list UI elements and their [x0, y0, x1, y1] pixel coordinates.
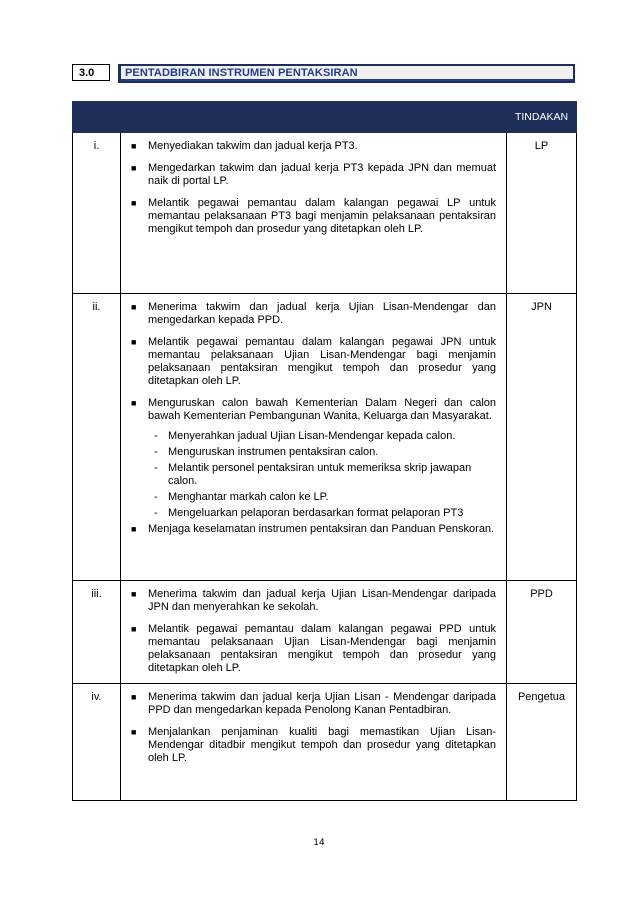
row-content — [121, 684, 507, 801]
list-item: ■ Menerima takwim dan jadual kerja Ujian Lisan - Mendengar daripada PPD dan mengedarkan kepada Penolong Kanan Pentadbiran. — [131, 691, 496, 716]
administration-table — [72, 101, 577, 801]
table-row — [73, 294, 577, 581]
bullet-icon: ■ — [131, 589, 137, 599]
list-item: ■ Mengedarkan takwim dan jadual kerja PT3 kepada JPN dan memuat naik di portal LP. — [131, 162, 496, 187]
row-content — [121, 133, 507, 294]
bullet-icon: ■ — [131, 198, 137, 208]
list-item: ■ Menerima takwim dan jadual kerja Ujian Lisan-Mendengar dan mengedarkan kepada PPD. — [131, 301, 496, 326]
row-number: iv. — [73, 684, 121, 801]
bullet-icon: ■ — [131, 692, 137, 702]
bullet-icon: ■ — [131, 524, 137, 534]
list-item: ■ Menjaga keselamatan instrumen pentaksiran dan Panduan Penskoran. — [131, 523, 495, 535]
bullet-icon: ■ — [131, 337, 137, 347]
sub-list-item: - Melantik personel pentaksiran untuk memeriksa skrip jawapan calon. — [154, 462, 472, 487]
table-header-row — [73, 102, 577, 133]
bullet-icon: ■ — [131, 141, 137, 151]
row-number: ii. — [73, 294, 121, 581]
table-row — [73, 133, 577, 294]
header-cell-blank — [121, 102, 507, 133]
table-row — [73, 581, 577, 684]
row-action: PPD — [507, 581, 577, 684]
row-content — [121, 581, 507, 684]
list-item: ■ Menjalankan penjaminan kualiti bagi memastikan Ujian Lisan-Mendengar ditadbir mengikut tempoh dan prosedur yang ditetapkan oleh LP. — [131, 726, 496, 764]
sub-list-item: - Menghantar markah calon ke LP. — [154, 491, 329, 503]
list-item: ■ Menyediakan takwim dan jadual kerja PT3. — [131, 140, 358, 152]
list-item: ■ Melantik pegawai pemantau dalam kalangan pegawai JPN untuk memantau pelaksanaan Ujian Lisan-Mendengar bagi menjamin pelaksanaan pentaksiran mengikut tempoh dan prosedur yang ditetapkan oleh LP. — [131, 336, 496, 387]
row-action: LP — [507, 133, 577, 294]
bullet-icon: ■ — [131, 624, 137, 634]
list-item: ■ Melantik pegawai pemantau dalam kalangan pegawai PPD untuk memantau pelaksanaan Ujian Lisan-Mendengar bagi menjamin pelaksanaan pentaksiran mengikut tempoh dan prosedur yang ditetapkan oleh LP. — [131, 623, 496, 674]
section-number: 3.0 — [72, 64, 110, 81]
page-number: 14 — [313, 838, 325, 848]
bullet-icon: ■ — [131, 398, 137, 408]
section-title: PENTADBIRAN INSTRUMEN PENTAKSIRAN — [125, 67, 358, 79]
sub-list-item: - Menguruskan instrumen pentaksiran calon. — [154, 446, 379, 458]
bullet-icon: ■ — [131, 302, 137, 312]
sub-list-item: - Menyerahkan jadual Ujian Lisan-Mendengar kepada calon. — [154, 430, 456, 442]
table-row — [73, 684, 577, 801]
bullet-icon: ■ — [131, 163, 137, 173]
sub-list-item: - Mengeluarkan pelaporan berdasarkan format pelaporan PT3 — [154, 507, 464, 519]
list-item: ■ Melantik pegawai pemantau dalam kalangan pegawai LP untuk memantau pelaksanaan PT3 bagi menjamin pelaksanaan pentaksiran mengikut tempoh dan prosedur yang ditetapkan oleh LP. — [131, 197, 496, 235]
bullet-icon: ■ — [131, 727, 137, 737]
sub-list — [154, 430, 496, 520]
section-header — [72, 64, 575, 83]
header-cell-blank — [73, 102, 121, 133]
list-item: ■ Menerima takwim dan jadual kerja Ujian Lisan-Mendengar daripada JPN dan menyerahkan ke sekolah. — [131, 588, 496, 613]
row-number: i. — [73, 133, 121, 294]
row-action: JPN — [507, 294, 577, 581]
row-action: Pengetua — [507, 684, 577, 801]
section-title-box — [118, 64, 575, 83]
action-header: TINDAKAN — [507, 102, 577, 133]
row-number: iii. — [73, 581, 121, 684]
row-content — [121, 294, 507, 581]
list-item: ■ Menguruskan calon bawah Kementerian Dalam Negeri dan calon bawah Kementerian Pembangunan Wanita, Keluarga dan Masyarakat. — [131, 397, 496, 422]
